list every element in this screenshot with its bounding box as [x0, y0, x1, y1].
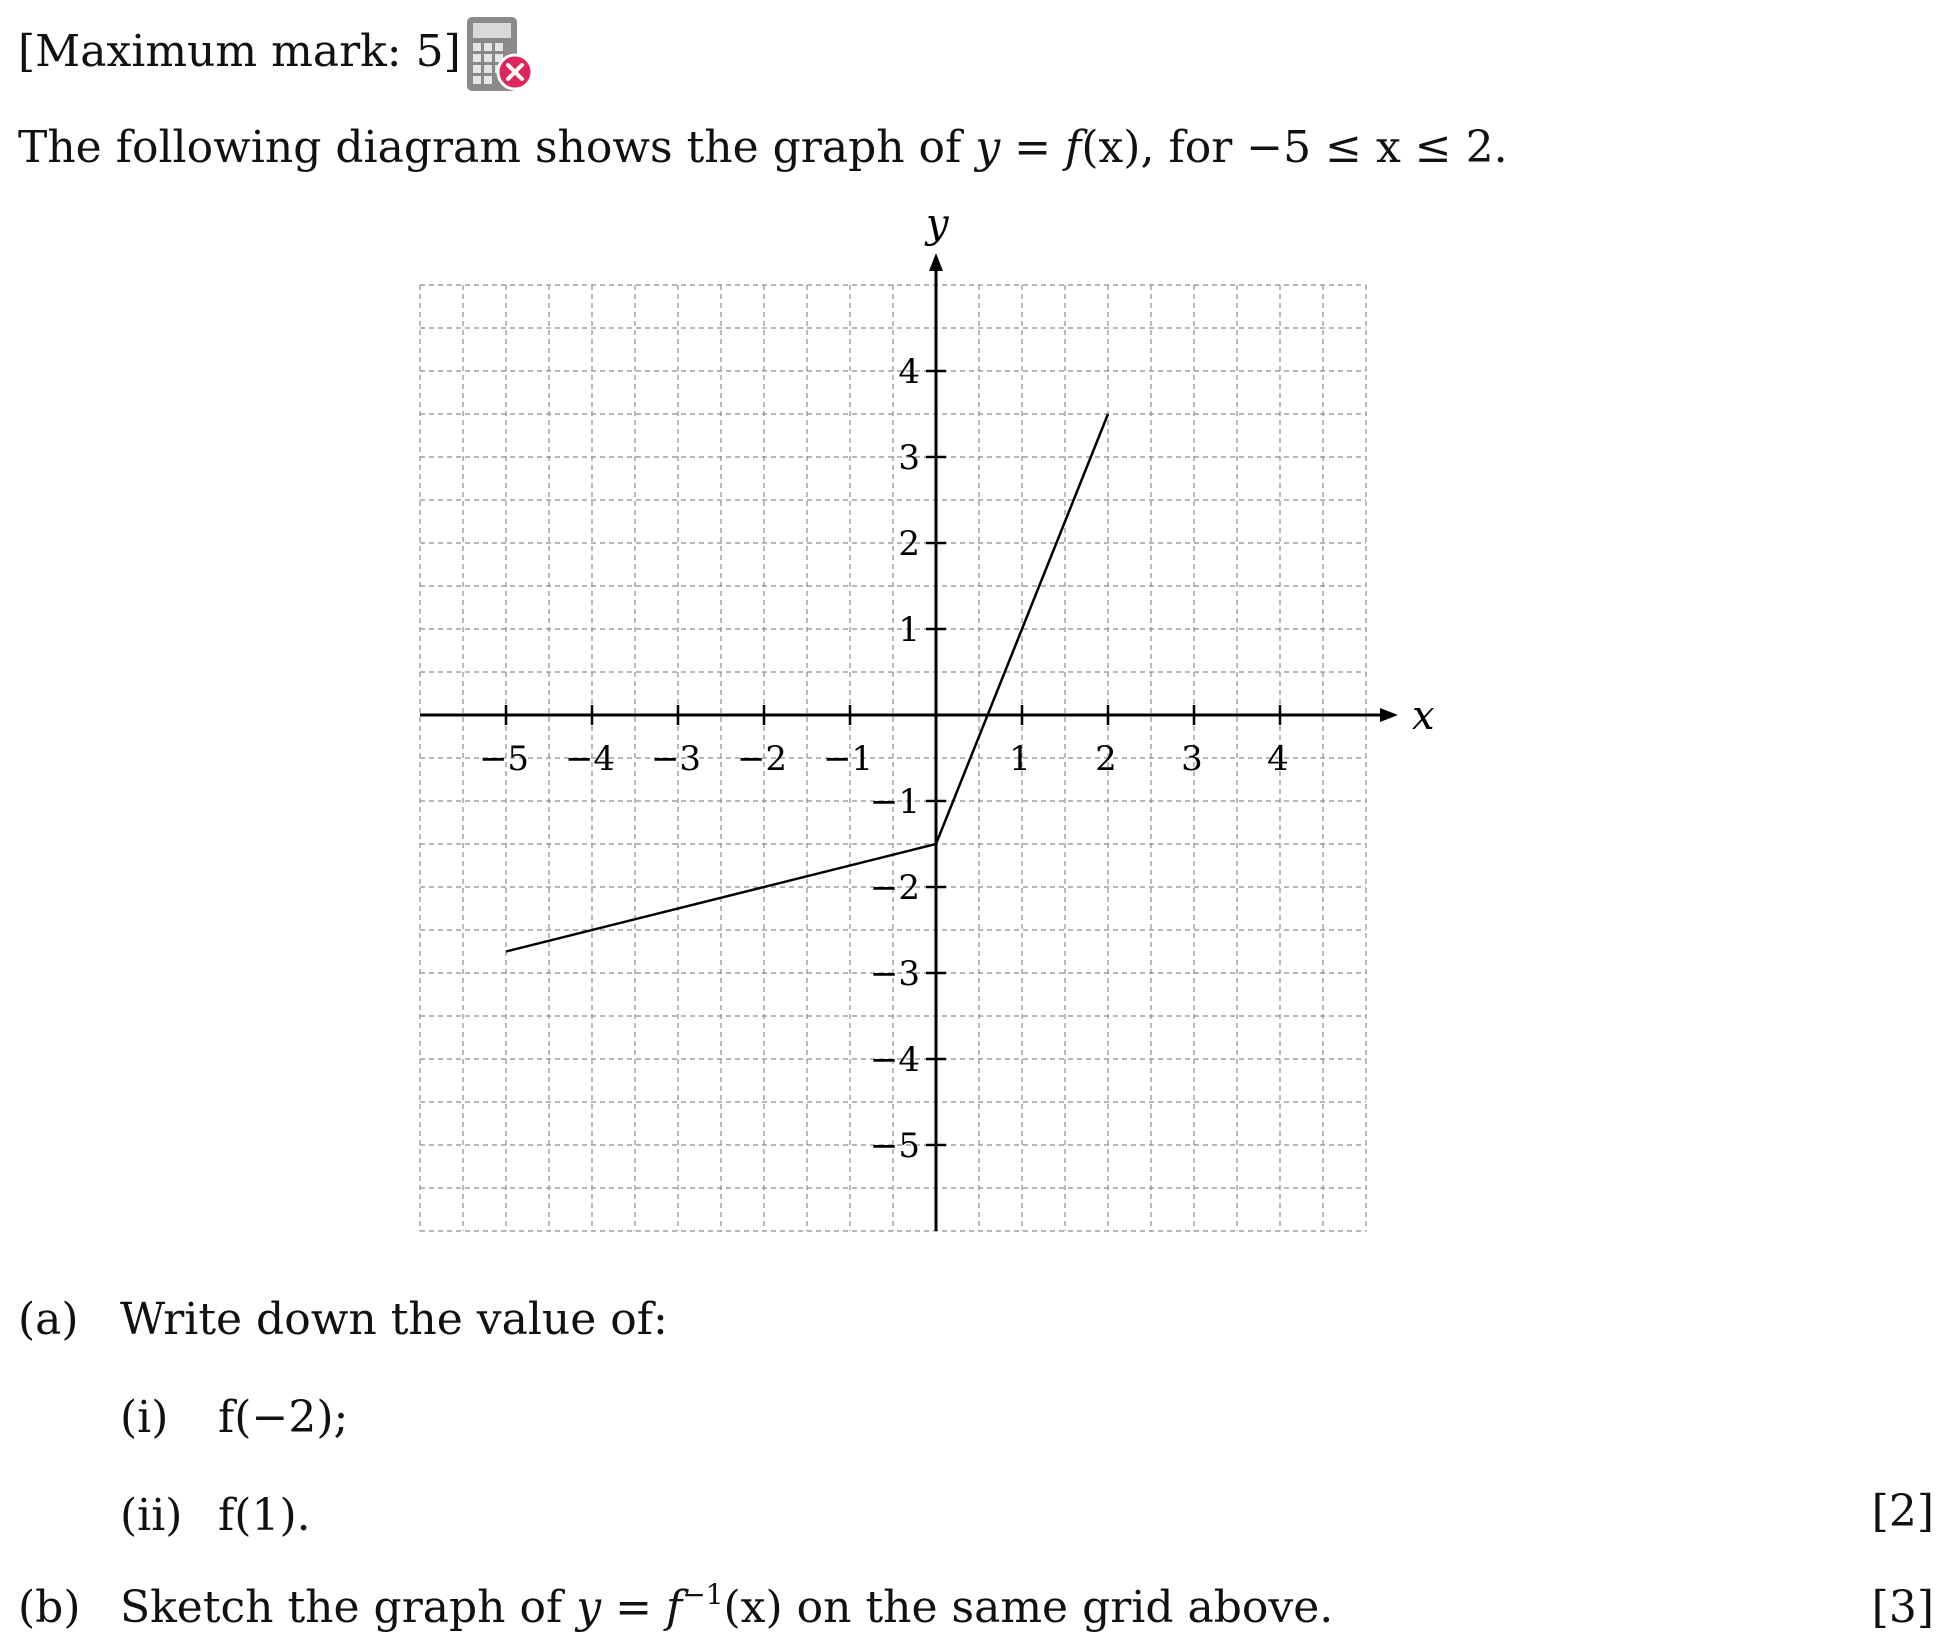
y-axis-label: y [926, 201, 949, 247]
y-tick-label: 4 [898, 352, 920, 392]
x-tick-label: −5 [478, 739, 530, 779]
maximum-mark: [Maximum mark: 5] [18, 26, 461, 77]
question-b-text: Sketch the graph of $y = f^{-1}(x)$ on the same grid above. [120, 1578, 1334, 1633]
x-axis-label: x [1412, 693, 1435, 739]
y-tick-label: 2 [898, 524, 920, 564]
question-a-marks: [2] [1871, 1486, 1934, 1537]
x-tick-label: 3 [1181, 739, 1203, 779]
no-calculator-icon [465, 15, 535, 97]
x-tick-label: 4 [1267, 739, 1289, 779]
question-a-i-label: (i) [120, 1392, 169, 1443]
y-tick-label: −3 [869, 954, 920, 994]
question-a-ii-label: (ii) [120, 1490, 183, 1541]
y-tick-label: 1 [898, 610, 920, 650]
y-tick-label: 3 [898, 438, 920, 478]
y-tick-label: −4 [869, 1040, 920, 1080]
question-a-i-expression: f(−2); [218, 1392, 349, 1443]
function-graph [380, 201, 1435, 1247]
x-tick-label: −3 [650, 739, 702, 779]
question-a-label: (a) [18, 1294, 79, 1345]
y-tick-label: −5 [869, 1126, 920, 1166]
x-tick-label: −4 [564, 739, 616, 779]
question-a-ii-expression: f(1). [218, 1490, 311, 1541]
question-b-label: (b) [18, 1582, 81, 1633]
x-tick-label: 2 [1095, 739, 1117, 779]
x-axis-arrow [1380, 708, 1398, 722]
x-tick-label: −1 [822, 739, 874, 779]
x-tick-label: 1 [1009, 739, 1031, 779]
y-tick-label: −2 [869, 868, 920, 908]
question-a-text: Write down the value of: [120, 1294, 668, 1345]
question-b-marks: [3] [1871, 1582, 1934, 1633]
y-axis-arrow [929, 253, 943, 271]
y-tick-label: −1 [869, 782, 920, 822]
x-tick-label: −2 [736, 739, 788, 779]
intro-text: The following diagram shows the graph of y = f(x), for −5 ≤ x ≤ 2. [18, 122, 1508, 173]
